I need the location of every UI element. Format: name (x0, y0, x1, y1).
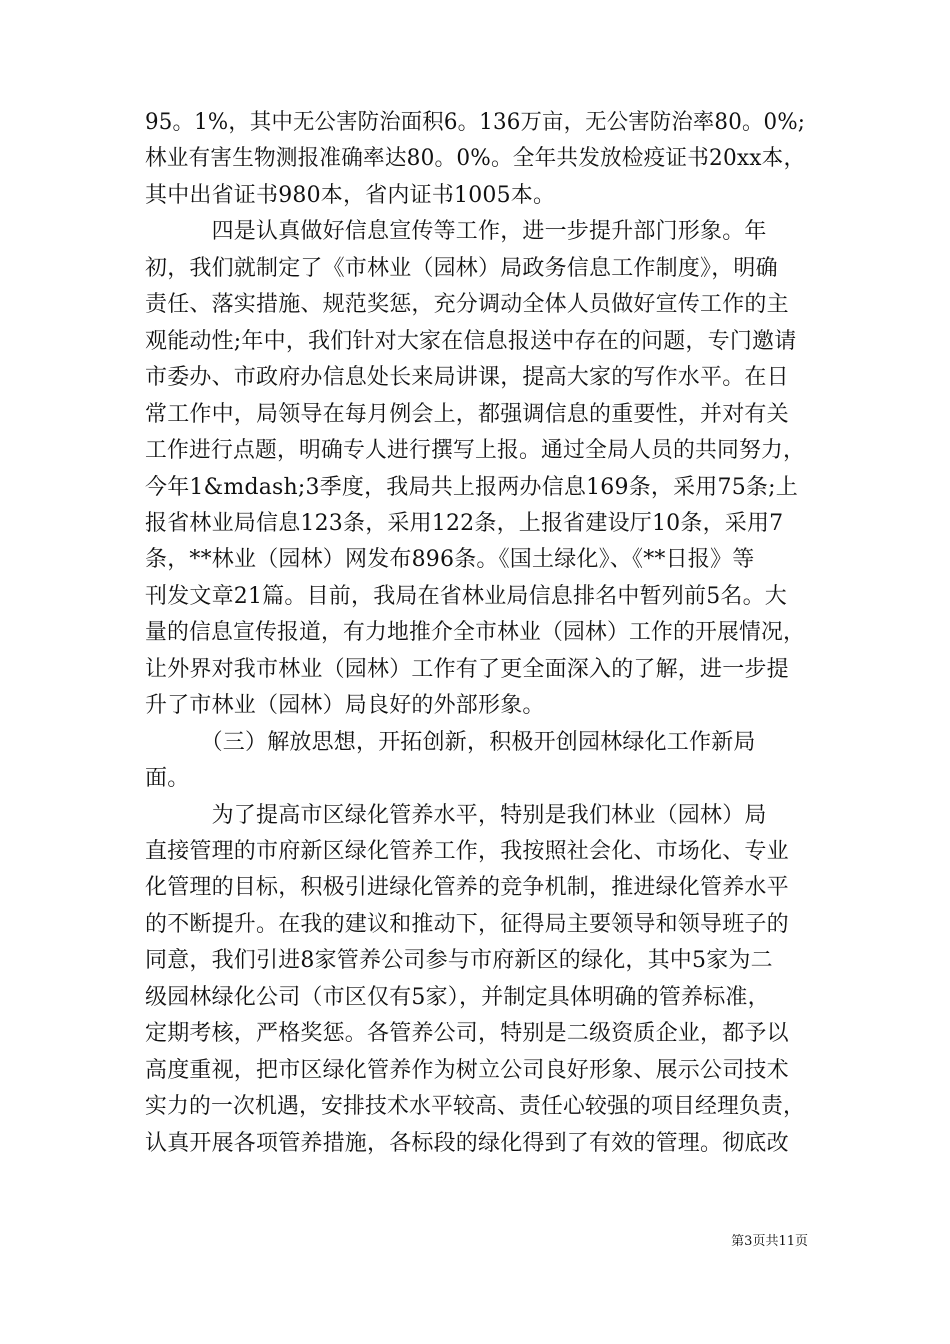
text-line: （三）解放思想，开拓创新，积极开创园林绿化工作新局 (145, 729, 756, 755)
text-line: 市委办、市政府办信息处长来局讲课，提高大家的写作水平。在日 (145, 365, 789, 391)
text-line: 定期考核，严格奖惩。各管养公司，特别是二级资质企业，都予以 (145, 1021, 789, 1047)
text-line: 刊发文章21篇。目前，我局在省林业局信息排名中暂列前5名。大 (145, 583, 787, 609)
text-line: 常工作中，局领导在每月例会上，都强调信息的重要性，并对有关 (145, 401, 789, 427)
text-line: 面。 (145, 766, 190, 792)
text-line: 报省林业局信息123条，采用122条，上报省建设厅10条，采用7 (145, 510, 784, 536)
text-line: 同意，我们引进8家管养公司参与市府新区的绿化，其中5家为二 (145, 948, 773, 974)
text-line: 的不断提升。在我的建议和推动下，征得局主要领导和领导班子的 (145, 911, 789, 937)
text-line: 量的信息宣传报道，有力地推介全市林业（园林）工作的开展情况， (145, 620, 806, 646)
text-line: 直接管理的市府新区绿化管养工作，我按照社会化、市场化、专业 (145, 839, 789, 864)
text-line: 初，我们就制定了《市林业（园林）局政务信息工作制度》，明确 (145, 255, 778, 281)
text-line: 今年1&mdash;3季度，我局共上报两办信息169条，采用75条;上 (145, 474, 798, 500)
text-line: 化管理的目标，积极引进绿化管养的竞争机制，推进绿化管养水平 (145, 875, 789, 901)
text-line: 林业有害生物测报准确率达80。0%。全年共发放检疫证书20xx本， (145, 146, 806, 172)
text-line: 其中出省证书980本，省内证书1005本。 (145, 182, 556, 208)
text-line: 为了提高市区绿化管养水平，特别是我们林业（园林）局 (145, 802, 767, 828)
page-footer: 第3页共11页 (731, 1234, 808, 1249)
text-line: 四是认真做好信息宣传等工作，进一步提升部门形象。年 (145, 219, 767, 245)
text-line: 级园林绿化公司（市区仅有5家），并制定具体明确的管养标准， (145, 984, 770, 1010)
text-line: 条，**林业（园林）网发布896条。《国土绿化》、《**日报》等 (145, 547, 755, 573)
text-line: 责任、落实措施、规范奖惩，充分调动全体人员做好宣传工作的主 (145, 292, 789, 318)
text-line: 实力的一次机遇，安排技术水平较高、责任心较强的项目经理负责， (145, 1094, 806, 1120)
text-line: 观能动性;年中，我们针对大家在信息报送中存在的问题，专门邀请 (145, 328, 797, 354)
text-line: 让外界对我市林业（园林）工作有了更全面深入的了解，进一步提 (145, 656, 789, 682)
text-line: 高度重视，把市区绿化管养作为树立公司良好形象、展示公司技术 (145, 1057, 789, 1083)
text-line: 认真开展各项管养措施，各标段的绿化得到了有效的管理。彻底改 (145, 1130, 789, 1156)
text-line: 工作进行点题，明确专人进行撰写上报。通过全局人员的共同努力， (145, 438, 806, 464)
text-line: 升了市林业（园林）局良好的外部形象。 (145, 693, 545, 719)
text-line: 95。1%，其中无公害防治面积6。136万亩，无公害防治率80。0%; (145, 110, 806, 135)
